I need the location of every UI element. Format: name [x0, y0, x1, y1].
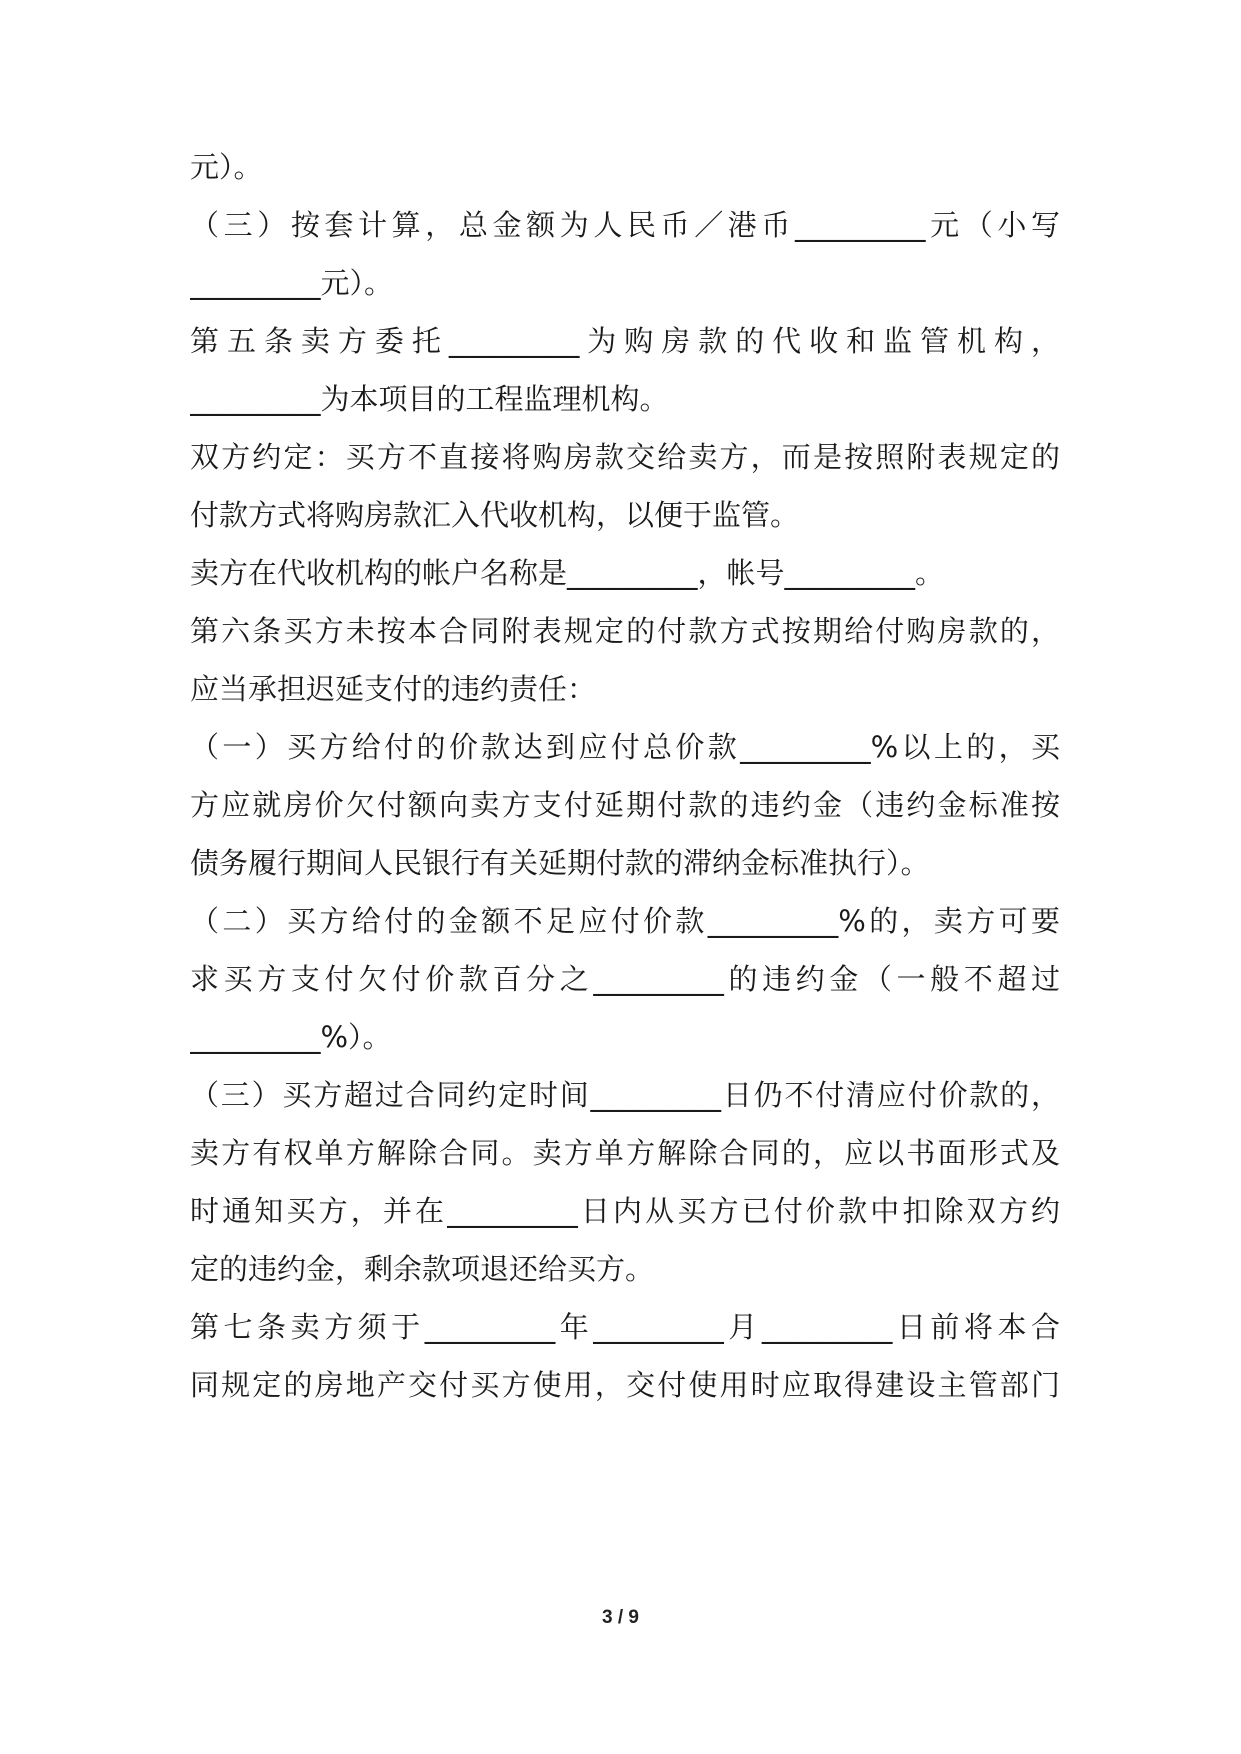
text-line: 第五条卖方委托_________为购房款的代收和监管机构，	[190, 324, 1060, 358]
text-line: 第六条买方未按本合同附表规定的付款方式按期给付购房款的，	[190, 614, 1060, 648]
text-line: 付款方式将购房款汇入代收机构，以便于监管。	[190, 498, 800, 532]
text-line: 第七条卖方须于_________年_________月_________日前将本合	[190, 1310, 1060, 1344]
text-line: 卖方在代收机构的帐户名称是_________，帐号_________。	[190, 556, 945, 590]
text-line: 定的违约金，剩余款项退还给买方。	[190, 1252, 655, 1286]
text-line: _________为本项目的工程监理机构。	[190, 382, 669, 416]
text-line: 时通知买方，并在_________日内从买方已付价款中扣除双方约	[190, 1194, 1060, 1228]
text-line: _________元）。	[190, 266, 394, 300]
text-line: （三）买方超过合同约定时间_________日仍不付清应付价款的，	[190, 1078, 1060, 1112]
text-line: （一）买方给付的价款达到应付总价款_________%以上的，买	[190, 730, 1060, 764]
text-line: 债务履行期间人民银行有关延期付款的滞纳金标准执行）。	[190, 846, 930, 880]
text-line: _________%）。	[190, 1020, 392, 1054]
text-line: 求买方支付欠付价款百分之_________的违约金（一般不超过	[190, 962, 1060, 996]
text-line: 同规定的房地产交付买方使用，交付使用时应取得建设主管部门	[190, 1368, 1060, 1402]
text-line: 应当承担迟延支付的违约责任：	[190, 672, 597, 706]
text-line: （三）按套计算，总金额为人民币／港币_________元（小写	[190, 208, 1060, 242]
text-line: 双方约定：买方不直接将购房款交给卖方，而是按照附表规定的	[190, 440, 1060, 474]
text-line: 元）。	[190, 150, 263, 184]
page-number: 3 / 9	[602, 1607, 639, 1628]
text-line: 卖方有权单方解除合同。卖方单方解除合同的，应以书面形式及	[190, 1136, 1060, 1170]
text-line: 方应就房价欠付额向卖方支付延期付款的违约金（违约金标准按	[190, 788, 1060, 822]
text-line: （二）买方给付的金额不足应付价款_________%的，卖方可要	[190, 904, 1060, 938]
